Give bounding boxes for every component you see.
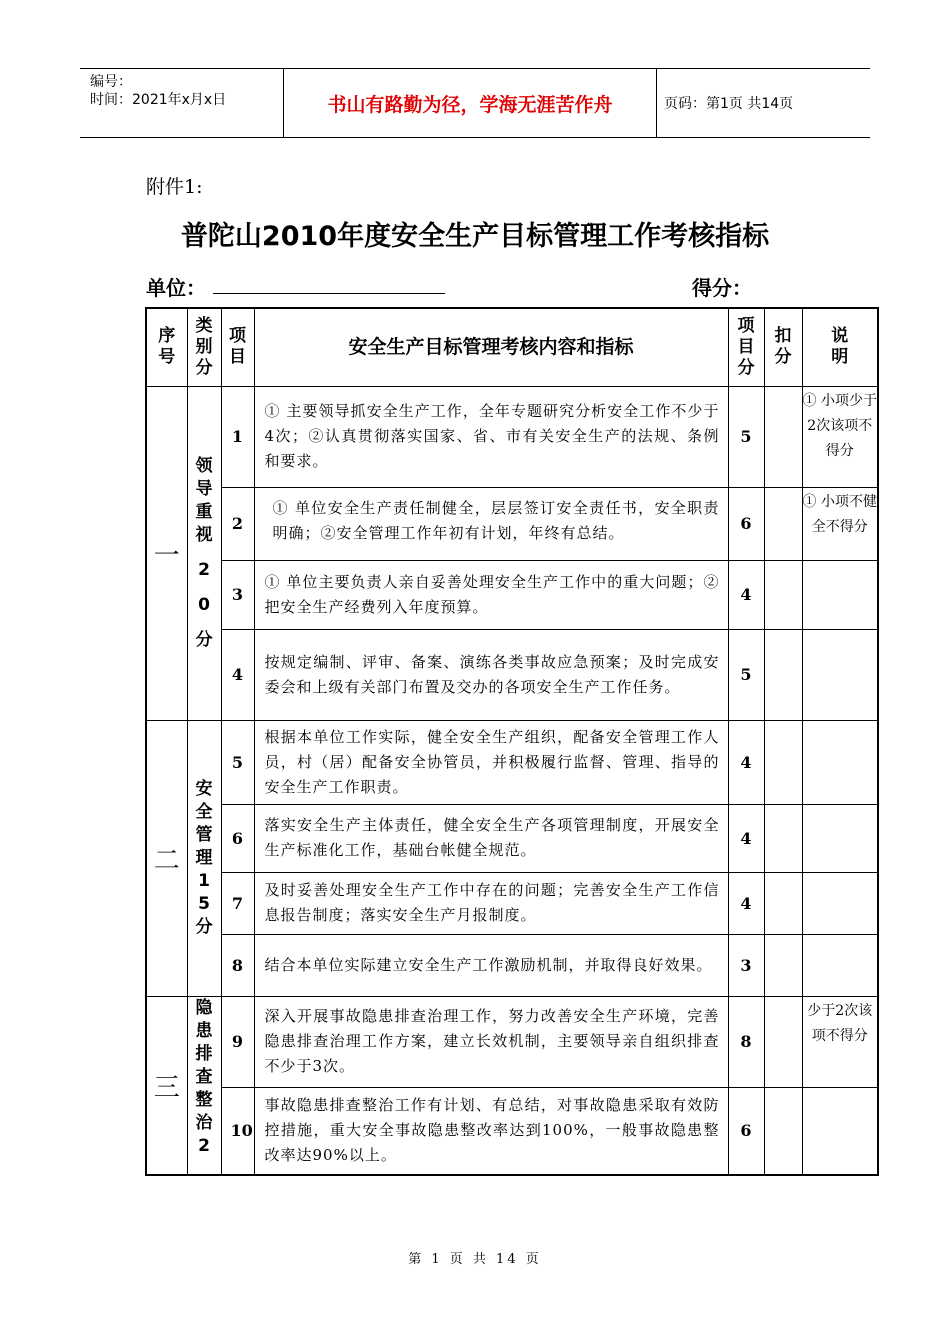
table-row	[146, 560, 878, 629]
page-footer: 第 1 页 共 14 页	[408, 1252, 542, 1267]
table-row	[146, 386, 878, 487]
item-points: 5	[728, 629, 764, 720]
item-note: 少于2次该项不得分	[802, 996, 878, 1087]
header-category: 类 别 分	[187, 308, 221, 386]
item-points: 6	[728, 487, 764, 560]
item-deduct	[764, 872, 802, 934]
table-row	[146, 1087, 878, 1175]
item-content: 深入开展事故隐患排查治理工作，努力改善安全生产环境，完善隐患排查治理工作方案，建立长效机制，主要领导亲自组织排查不少于3次。	[254, 996, 728, 1087]
item-deduct	[764, 1087, 802, 1175]
item-number: 4	[221, 629, 254, 720]
group-category: 领 导 重 视 2 0 分	[187, 386, 221, 720]
unit-label: 单位：	[146, 276, 206, 300]
group-seq: 二	[146, 720, 187, 996]
table-row	[146, 487, 878, 560]
table-row	[146, 804, 878, 872]
item-number: 1	[221, 386, 254, 487]
item-number: 10	[221, 1087, 254, 1175]
item-note	[802, 934, 878, 996]
group-category: 隐 患 排 查 整 治 2	[187, 996, 221, 1175]
item-deduct	[764, 804, 802, 872]
table-header-row	[146, 308, 878, 386]
motto: 书山有路勤为径，学海无涯苦作舟	[283, 69, 657, 137]
item-number: 2	[221, 487, 254, 560]
item-points: 6	[728, 1087, 764, 1175]
time-label: 时间：2021年x月x日	[90, 92, 227, 108]
item-content: ① 主要领导抓安全生产工作，全年专题研究分析安全工作不少于4次；②认真贯彻落实国家、省、市有关安全生产的法规、条例和要求。	[254, 386, 728, 487]
score-label: 得分：	[692, 276, 752, 300]
header-deduct: 扣 分	[764, 308, 802, 386]
item-note	[802, 629, 878, 720]
page-info: 页码：第1页 共14页	[664, 96, 794, 112]
table-row	[146, 934, 878, 996]
item-number: 3	[221, 560, 254, 629]
item-note	[802, 720, 878, 804]
item-points: 4	[728, 560, 764, 629]
table-row	[146, 720, 878, 804]
code-label: 编号：	[90, 74, 132, 90]
header-content: 安全生产目标管理考核内容和指标	[254, 308, 728, 386]
attachment-label: 附件1:	[146, 176, 203, 198]
item-content: ① 单位安全生产责任制健全，层层签订安全责任书，安全职责明确；②安全管理工作年初有计划，年终有总结。	[254, 487, 728, 560]
group-seq: 一	[146, 386, 187, 720]
header-item: 项 目	[221, 308, 254, 386]
assessment-table	[145, 307, 879, 1176]
group-category: 安 全 管 理 1 5 分	[187, 720, 221, 996]
item-note	[802, 560, 878, 629]
item-note	[802, 804, 878, 872]
table-row	[146, 872, 878, 934]
item-number: 5	[221, 720, 254, 804]
unit-fill-line	[213, 293, 445, 294]
item-deduct	[764, 720, 802, 804]
item-content: 落实安全生产主体责任，健全安全生产各项管理制度，开展安全生产标准化工作，基础台帐健全规范。	[254, 804, 728, 872]
item-note	[802, 872, 878, 934]
item-points: 4	[728, 872, 764, 934]
item-number: 6	[221, 804, 254, 872]
item-deduct	[764, 629, 802, 720]
item-content: 根据本单位工作实际，健全安全生产组织，配备安全管理工作人员，村（居）配备安全协管员，并积极履行监督、管理、指导的安全生产工作职责。	[254, 720, 728, 804]
item-points: 4	[728, 720, 764, 804]
item-content: 结合本单位实际建立安全生产工作激励机制，并取得良好效果。	[254, 934, 728, 996]
header-seq: 序 号	[146, 308, 187, 386]
item-deduct	[764, 996, 802, 1087]
item-note: ① 小项不健全不得分	[802, 487, 878, 560]
item-deduct	[764, 386, 802, 487]
item-content: 及时妥善处理安全生产工作中存在的问题；完善安全生产工作信息报告制度；落实安全生产月报制度。	[254, 872, 728, 934]
item-points: 3	[728, 934, 764, 996]
item-points: 5	[728, 386, 764, 487]
item-note: ① 小项少于2次该项不得分	[802, 386, 878, 487]
item-deduct	[764, 560, 802, 629]
group-seq: 三	[146, 996, 187, 1175]
header-meta	[80, 69, 283, 137]
document-title: 普陀山2010年度安全生产目标管理工作考核指标	[180, 221, 770, 252]
item-deduct	[764, 487, 802, 560]
item-number: 8	[221, 934, 254, 996]
item-content: 事故隐患排查整治工作有计划、有总结，对事故隐患采取有效防控措施，重大安全事故隐患整改率达到100%，一般事故隐患整改率达90%以上。	[254, 1087, 728, 1175]
item-points: 8	[728, 996, 764, 1087]
item-content: ① 单位主要负责人亲自妥善处理安全生产工作中的重大问题；②把安全生产经费列入年度预算。	[254, 560, 728, 629]
item-number: 9	[221, 996, 254, 1087]
item-note	[802, 1087, 878, 1175]
page-header	[80, 68, 870, 138]
header-note: 说 明	[802, 308, 878, 386]
item-points: 4	[728, 804, 764, 872]
table-row	[146, 629, 878, 720]
item-deduct	[764, 934, 802, 996]
item-content: 按规定编制、评审、备案、演练各类事故应急预案；及时完成安委会和上级有关部门布置及交办的各项安全生产工作任务。	[254, 629, 728, 720]
header-points: 项 目 分	[728, 308, 764, 386]
table-row	[146, 996, 878, 1087]
item-number: 7	[221, 872, 254, 934]
